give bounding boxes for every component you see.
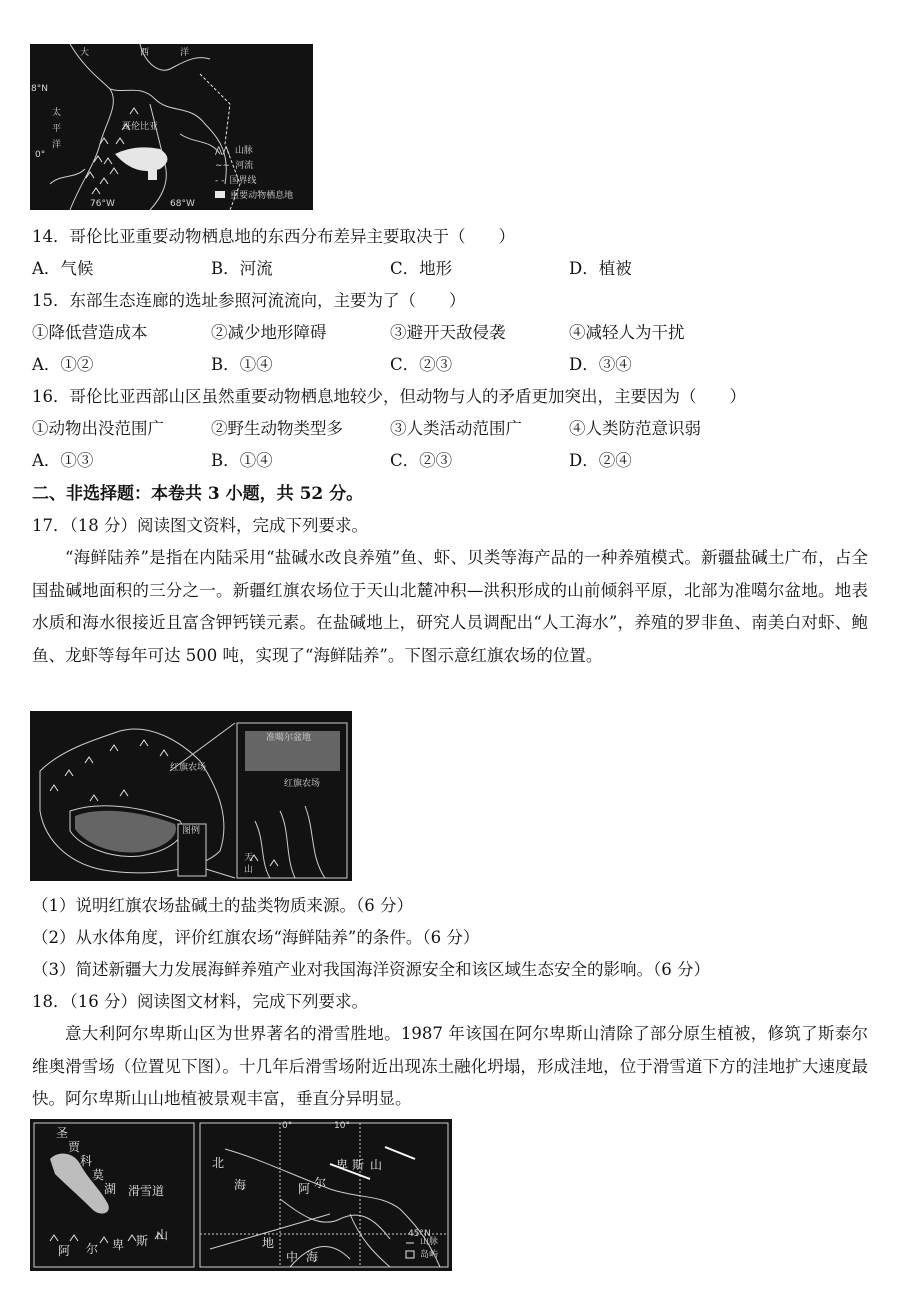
section2-title: 二、非选择题：本卷共 3 小题，共 52 分。	[32, 484, 364, 504]
map3-label-sheng: 圣	[56, 1126, 69, 1140]
map3-label-si2: 斯	[352, 1158, 365, 1172]
map3-label-a: 阿	[58, 1244, 71, 1258]
map3-label-zhong: 中	[286, 1250, 299, 1264]
map3-label-shan: 山	[156, 1228, 169, 1242]
map3-label-er: 尔	[86, 1242, 99, 1256]
map3-label-45n: 45°N	[408, 1229, 431, 1239]
map1-label-0deg: 0°	[35, 150, 46, 160]
q18-passage: 意大利阿尔卑斯山区为世界著名的滑雪胜地。1987 年该国在阿尔卑斯山清除了部分原生植被，修筑了斯泰尔维奥滑雪场（位置见下图）。十几年后滑雪场附近出现冻土融化坍塌，形成洼地，位于滑雪道下方的洼地扩大速度最快。阿尔卑斯山山地植被景观丰富，垂直分异明显。	[32, 1024, 868, 1108]
q14-option-b: B．河流	[211, 259, 273, 278]
map2-label-tian: 天	[244, 853, 254, 863]
map1-label-68w: 68°W	[170, 199, 195, 209]
map3-legend-island: 岛屿	[420, 1250, 439, 1260]
legend-border: 国界线	[229, 176, 257, 186]
q15-item-3: ③避开天敌侵袭	[390, 323, 506, 342]
q16-item-3: ③人类活动范围广	[390, 419, 522, 438]
map1-label-da: 大	[80, 48, 90, 58]
map2-label-farm: 红旗农场	[170, 763, 207, 773]
legend-mountain: 山脉	[234, 146, 253, 156]
q15-option-a: A．①②	[32, 355, 94, 374]
map1-label-76w: 76°W	[90, 199, 115, 209]
q16-option-b: B．①④	[211, 451, 273, 470]
map3-label-jia: 贾	[68, 1140, 81, 1154]
map2-label-shan: 山	[244, 865, 254, 875]
q16-option-d: D．②④	[569, 451, 632, 470]
map2-label-basin: 准噶尔盆地	[266, 733, 312, 743]
q15-item-2: ②减少地形障碍	[211, 323, 327, 342]
map3-label-shan2: 山	[370, 1158, 383, 1172]
q17-question-3: （3）简述新疆大力发展海鲜养殖产业对我国海洋资源安全和该区域生态安全的影响。（6 分）	[32, 960, 710, 979]
q18-stem: 18．（16 分）阅读图文材料，完成下列要求。	[32, 992, 368, 1011]
map1-label-colombia: 哥伦比亚	[122, 122, 159, 132]
map3-label-er2: 尔	[314, 1176, 327, 1190]
map3-label-si: 斯	[136, 1234, 149, 1248]
map3-label-bei-sea: 北	[212, 1156, 225, 1170]
q14-option-c: C．地形	[390, 259, 453, 278]
border-icon: - -	[215, 176, 225, 186]
legend-river: 河流	[235, 161, 254, 171]
map3-label-mo: 莫	[92, 1168, 105, 1182]
map1-legend	[215, 138, 311, 201]
map3-label-10deg: 10°	[334, 1121, 350, 1131]
q17-passage: “海鲜陆养”是指在内陆采用“盐碱水改良养殖”鱼、虾、贝类等海产品的一种养殖模式。新疆盐碱土广布，占全国盐碱地面积的三分之一。新疆红旗农场位于天山北麓冲积—洪积形成的山前倾斜平原，北部为准噶尔盆地。地表水质和海水很接近且富含钾钙镁元素。在盐碱地上，研究人员调配出“人工海水”，养殖的罗非鱼、南美白对虾、鲍鱼、龙虾等每年可达 500 吨，实现了“海鲜陆养”。下图示意红旗农场的位置。	[32, 548, 868, 665]
q17-question-1: （1）说明红旗农场盐碱土的盐类物质来源。（6 分）	[32, 896, 413, 915]
map2-legend-title: 图例	[182, 826, 201, 836]
map1-label-yang: 洋	[180, 48, 190, 58]
map1-label-yang2: 洋	[52, 140, 62, 150]
map1-label-8n: 8°N	[31, 84, 48, 94]
q16-item-1: ①动物出没范围广	[32, 419, 164, 438]
mountain-icon: ⋀⋀	[215, 146, 230, 156]
q15-item-1: ①降低营造成本	[32, 323, 148, 342]
q16-option-c: C．②③	[390, 451, 453, 470]
map1-label-tai: 太	[52, 108, 62, 118]
q17-question-2: （2）从水体角度，评价红旗农场“海鲜陆养”的条件。（6 分）	[32, 928, 480, 947]
q16-item-2: ②野生动物类型多	[211, 419, 343, 438]
map3-label-hai2: 海	[306, 1250, 319, 1264]
map1-label-xi: 西	[140, 48, 150, 58]
q15-option-c: C．②③	[390, 355, 453, 374]
q14-stem: 14．哥伦比亚重要动物栖息地的东西分布差异主要取决于（ ）	[32, 227, 515, 246]
habitat-icon	[215, 191, 225, 198]
q16-stem: 16．哥伦比亚西部山区虽然重要动物栖息地较少，但动物与人的矛盾更加突出，主要因为（ ）	[32, 387, 746, 406]
map3-label-a2: 阿	[298, 1182, 311, 1196]
q17-stem: 17．（18 分）阅读图文资料，完成下列要求。	[32, 516, 368, 535]
map3-label-bei2: 卑	[336, 1158, 349, 1172]
map3-label-hai-sea: 海	[234, 1178, 247, 1192]
colombia-map	[30, 44, 313, 210]
map3-label-0deg: 0°	[282, 1121, 293, 1131]
q15-option-d: D．③④	[569, 355, 632, 374]
map3-label-hu: 湖	[104, 1182, 117, 1196]
legend-habitat: 重要动物栖息地	[230, 191, 294, 201]
map2-label-farm-inset: 红旗农场	[284, 779, 321, 789]
q15-option-b: B．①④	[211, 355, 273, 374]
q14-option-a: A．气候	[32, 259, 94, 278]
map3-label-ski-run: 滑雪道	[128, 1184, 165, 1198]
map3-label-bei: 卑	[112, 1238, 125, 1252]
map3-label-ke: 科	[80, 1154, 93, 1168]
xinjiang-map	[30, 711, 352, 881]
map3-legend-mountain: 山脉	[420, 1237, 439, 1247]
alps-map	[30, 1119, 452, 1271]
q14-option-d: D．植被	[569, 259, 632, 278]
map1-label-ping: 平	[52, 124, 62, 134]
q16-item-4: ④人类防范意识弱	[569, 419, 701, 438]
map3-label-di: 地	[262, 1236, 275, 1250]
q16-option-a: A．①③	[32, 451, 94, 470]
river-icon: ∼∼	[215, 161, 231, 171]
q15-item-4: ④减轻人为干扰	[569, 323, 685, 342]
q15-stem: 15．东部生态连廊的选址参照河流流向，主要为了（ ）	[32, 291, 466, 310]
